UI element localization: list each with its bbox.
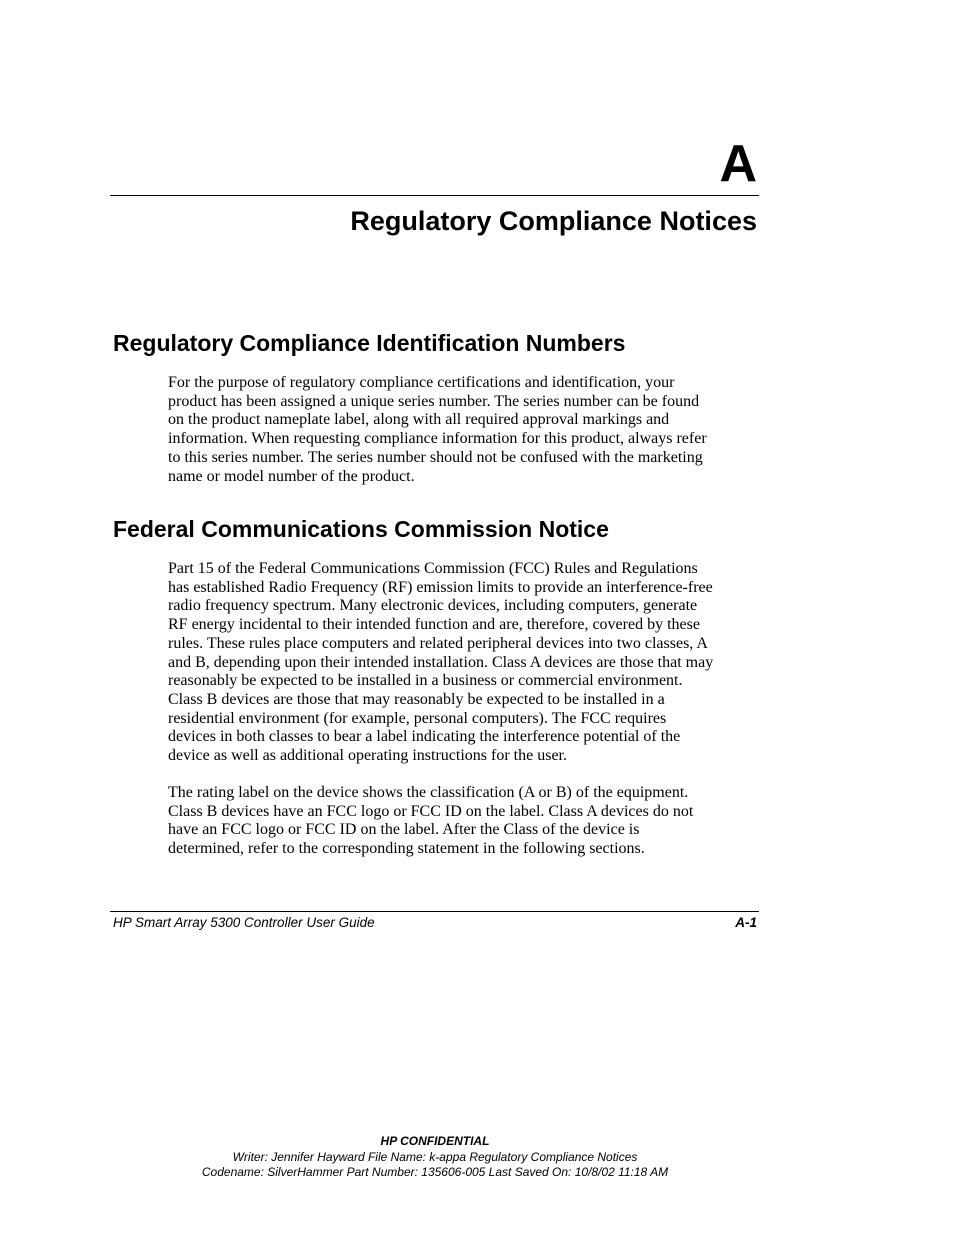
paragraph-line: on the product nameplate label, along with all required approval markings and	[168, 411, 670, 429]
paragraph-line: Class B devices have an FCC logo or FCC ID on the label. Class A devices do not	[168, 802, 694, 820]
paragraph-line: devices in both classes to bear a label indicating the interference potential of the	[168, 728, 681, 746]
paragraph-line: name or model number of the product.	[168, 467, 415, 485]
paragraph-line: has established Radio Frequency (RF) emission limits to provide an interference-free	[168, 578, 713, 596]
section-heading-identification-numbers: Regulatory Compliance Identification Numbers	[113, 330, 626, 356]
paragraph-line: For the purpose of regulatory compliance certifications and identification, your	[168, 374, 675, 391]
paragraph-identification-numbers	[168, 374, 760, 486]
paragraph-rating-label	[168, 784, 760, 859]
paragraph-line: and B, depending upon their intended installation. Class A devices are those that may	[168, 653, 714, 671]
paragraph-line: determined, refer to the corresponding statement in the following sections.	[168, 840, 645, 858]
footer-guide-title: HP Smart Array 5300 Controller User Guide	[113, 915, 375, 930]
paragraph-line: rules. These rules place computers and related peripheral devices into two classes, A	[168, 634, 708, 652]
confidential-codename-line: Codename: SilverHammer Part Number: 135606-005 Last Saved On: 10/8/02 11:18 AM	[201, 1165, 669, 1179]
paragraph-line: RF energy incidental to their intended function and are, therefore, covered by these	[168, 616, 700, 634]
paragraph-line: have an FCC logo or FCC ID on the label. After the Class of the device is	[168, 821, 640, 839]
confidential-writer-line: Writer: Jennifer Hayward File Name: k-appa Regulatory Compliance Notices	[232, 1149, 638, 1164]
paragraph-line: reasonably be expected to be installed in a business or commercial environment.	[168, 672, 683, 690]
paragraph-line: information. When requesting compliance information for this product, always refer	[168, 430, 707, 448]
section-heading-fcc-notice: Federal Communications Commission Notice	[113, 516, 609, 542]
paragraph-fcc-part15	[168, 560, 760, 766]
confidential-notice	[0, 1134, 870, 1181]
paragraph-line: residential environment (for example, personal computers). The FCC requires	[168, 709, 667, 727]
paragraph-line: Class B devices are those that may reasonably be expected to be installed in a	[168, 690, 665, 708]
chapter-letter: A	[719, 135, 757, 193]
confidential-title: HP CONFIDENTIAL	[380, 1134, 490, 1148]
paragraph-line: The rating label on the device shows the classification (A or B) of the equipment.	[168, 784, 689, 801]
paragraph-line: product has been assigned a unique series number. The series number can be found	[168, 392, 700, 410]
chapter-rule	[110, 195, 759, 196]
footer-rule	[110, 911, 759, 912]
paragraph-line: radio frequency spectrum. Many electronic devices, including computers, generate	[168, 597, 698, 615]
chapter-title: Regulatory Compliance Notices	[350, 206, 757, 236]
paragraph-line: Part 15 of the Federal Communications Commission (FCC) Rules and Regulations	[168, 560, 698, 577]
footer-page-number: A-1	[735, 915, 757, 930]
paragraph-line: to this series number. The series number should not be confused with the marketing	[168, 448, 703, 466]
paragraph-line: device as well as additional operating instructions for the user.	[168, 747, 567, 765]
